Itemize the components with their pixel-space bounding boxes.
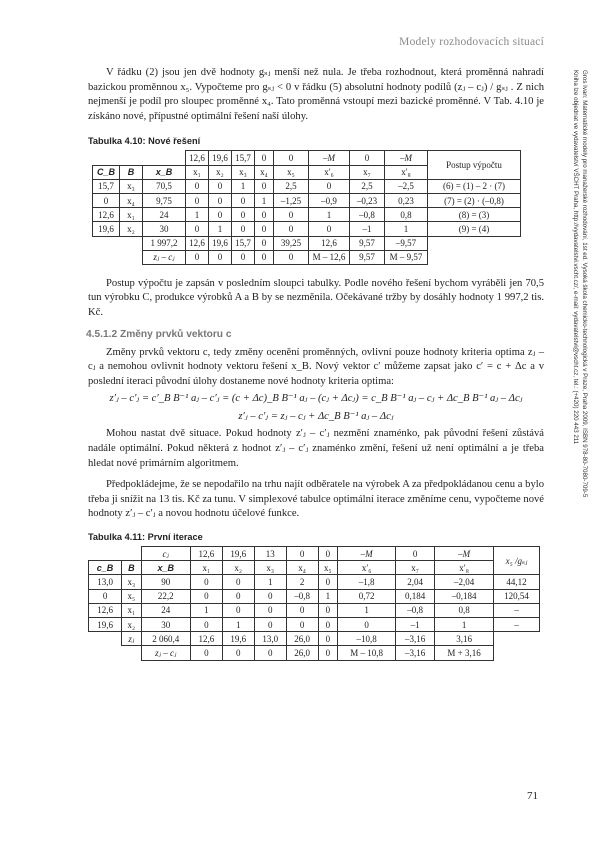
- t1-cell: –0,8: [350, 208, 385, 222]
- t1-top-cell: 15,7: [232, 151, 255, 165]
- t2-header-cell: x′₈: [435, 561, 494, 575]
- t1-z-cell: 12,6: [309, 236, 350, 250]
- t2-zc-cell: M + 3,16: [435, 646, 494, 660]
- t1-z-cell: 39,25: [274, 236, 309, 250]
- equation-2: z′ⱼ – c′ⱼ = zⱼ – cⱼ + Δc_B B⁻¹ aⱼ – Δcⱼ: [238, 411, 394, 423]
- t2-cell: –: [494, 603, 540, 617]
- t1-cell: –1,25: [274, 193, 309, 207]
- t2-cell: 2,04: [396, 575, 435, 589]
- t1-zc-cell: 0: [232, 250, 255, 264]
- t2-cell: 0: [222, 589, 254, 603]
- table-zc-row: [89, 646, 540, 660]
- t1-header-cell: C_B: [93, 165, 120, 179]
- paragraph-4: Mohou nastat dvě situace. Pokud hodnoty z′ⱼ – c′ⱼ nezmění znaménko, pak původní řešení zůstává nadále optimální. Pokud některá z hodnot z′ⱼ – c′ⱼ znaménko změní, řešení už není optimální a je třeba hledat nové primárním algoritmem.: [88, 428, 544, 469]
- t1-postup-header: Postup výpočtu: [428, 151, 521, 179]
- t1-zc-label: zⱼ – cⱼ: [143, 250, 186, 264]
- t2-cell: 0: [190, 589, 222, 603]
- t2-z-cell: –10,8: [338, 632, 396, 646]
- paragraph-5: Předpokládejme, že se nepodařilo na trhu najít odběratele na výrobek A za předpokládanou cenu a bylo třeba ji snížit na 13 tis. Kč za tunu. V simplexové tabulce optimální iterace změníme cenu, vypočteme nové hodnoty z′ⱼ – c′ⱼ a novou hodnotu účelové funkce.: [88, 479, 544, 520]
- t1-cell: 0: [255, 222, 274, 236]
- t2-cell: 0: [190, 575, 222, 589]
- t1-cell: 2,5: [350, 179, 385, 193]
- t1-cell: 0: [186, 222, 209, 236]
- t1-z-cell: –9,57: [385, 236, 428, 250]
- t2-z-cell: 26,0: [286, 632, 318, 646]
- side-note-line-2: Kniha lze objednat ve vydavatelství VŠCHT Praha, http://vydavatelstvi.vscht.cz/, e-mail: vydavatelstvi@vscht.cz, tel.: (+420) 220 443 211: [572, 70, 579, 445]
- t2-header-cell: x₂: [222, 561, 254, 575]
- t1-header-cell: x₇: [350, 165, 385, 179]
- t1-cell: 0: [186, 179, 209, 193]
- t2-cell: 0,184: [396, 589, 435, 603]
- table-4-11: [88, 546, 540, 661]
- t1-cell: 0: [93, 193, 120, 207]
- t1-cell: x₃: [120, 179, 143, 193]
- t2-top-cell: 13: [254, 547, 286, 561]
- t2-top-cell: 12,6: [190, 547, 222, 561]
- t1-cell: (6) = (1) – 2 · (7): [428, 179, 521, 193]
- t1-header-cell: x′₆: [309, 165, 350, 179]
- t2-header-cell: B: [122, 561, 141, 575]
- t2-cell: 0: [89, 589, 122, 603]
- t1-cell: –1: [350, 222, 385, 236]
- page-number: 71: [527, 790, 538, 802]
- t2-z-cell: 13,0: [254, 632, 286, 646]
- t1-z-cell: 1 997,2: [143, 236, 186, 250]
- t2-cell: 0: [222, 603, 254, 617]
- paragraph-3: Změny prvků vektoru c, tedy změny ocenění proměnných, ovlivní pouze hodnoty kriteria optima zⱼ – cⱼ a nemohou ovlivnit hodnoty vektoru řešení x_B. Nový vektor c′ můžeme zapsat jako c′ = c + Δc a v poslední iteraci původní úlohy dostaneme nové hodnoty kriteria optima:: [88, 346, 544, 387]
- t2-cell: 0,8: [435, 603, 494, 617]
- t1-cell: 2,5: [274, 179, 309, 193]
- t1-z-cell: 9,57: [350, 236, 385, 250]
- t1-cell: 0: [232, 222, 255, 236]
- t1-top-cell: 12,6: [186, 151, 209, 165]
- t2-cell: 1: [222, 617, 254, 631]
- table-row: [89, 575, 540, 589]
- t1-top-cell: –M: [385, 151, 428, 165]
- t2-top-cell: 0: [396, 547, 435, 561]
- t1-z-cell: 12,6: [186, 236, 209, 250]
- table-row: [89, 589, 540, 603]
- paragraph-2: Postup výpočtu je zapsán v posledním sloupci tabulky. Podle nového řešení bychom vyráběli jen 70,5 tun výrobku C, produkce výrobků A a B by se nezměnila. Očekávané tržby by dosáhly hodnoty 1 997,2 tis. Kč.: [88, 277, 544, 319]
- t1-cell: 0: [274, 208, 309, 222]
- t1-header-cell: x₃: [232, 165, 255, 179]
- t2-cell: –0,184: [435, 589, 494, 603]
- t2-ratio-header: x₅ /gₛⱼ: [494, 547, 540, 575]
- t2-cell: x₃: [122, 575, 141, 589]
- t1-cell: 1: [255, 193, 274, 207]
- t1-zc-cell: 0: [255, 250, 274, 264]
- t2-zc-label: zⱼ – cⱼ: [141, 646, 190, 660]
- t1-cell: 24: [143, 208, 186, 222]
- t2-cell: 0: [254, 603, 286, 617]
- t2-cell: 0: [222, 575, 254, 589]
- t2-z-label: zⱼ: [122, 632, 141, 646]
- t2-cell: 0: [318, 603, 337, 617]
- t2-z-cell: 0: [318, 632, 337, 646]
- t2-zc-cell: 0: [254, 646, 286, 660]
- table-row: [89, 603, 540, 617]
- t2-cell: 13,0: [89, 575, 122, 589]
- t2-cell: 120,54: [494, 589, 540, 603]
- t1-cell: 30: [143, 222, 186, 236]
- t2-z-cell: 19,6: [222, 632, 254, 646]
- t1-cell: 0: [232, 208, 255, 222]
- t1-cell: (7) = (2) · (–0,8): [428, 193, 521, 207]
- t1-cell: (8) = (3): [428, 208, 521, 222]
- t1-zc-cell: 0: [186, 250, 209, 264]
- t2-cell: 2: [286, 575, 318, 589]
- t1-cell: 0,8: [385, 208, 428, 222]
- t1-cell: 0,23: [385, 193, 428, 207]
- t2-cell: –: [494, 617, 540, 631]
- table-row: [93, 193, 521, 207]
- t2-zc-cell: M – 10,8: [338, 646, 396, 660]
- t2-cell: 0: [286, 603, 318, 617]
- t1-cell: x₄: [120, 193, 143, 207]
- side-note: [555, 70, 589, 590]
- t2-top-cell: 19,6: [222, 547, 254, 561]
- t1-cell: 1: [186, 208, 209, 222]
- t1-top-cell: 19,6: [209, 151, 232, 165]
- t1-cell: 0: [309, 222, 350, 236]
- t2-cell: 0,72: [338, 589, 396, 603]
- t1-cell: 0: [209, 193, 232, 207]
- t2-cell: 1: [190, 603, 222, 617]
- t2-z-cell: 3,16: [435, 632, 494, 646]
- t1-z-cell: 15,7: [232, 236, 255, 250]
- t2-header-cell: x₁: [190, 561, 222, 575]
- t2-z-cell: –3,16: [396, 632, 435, 646]
- paragraph-1: V řádku (2) jsou jen dvě hodnoty gₛⱼ menší než nula. Je třeba rozhodnout, která proměnná nahradí bazickou proměnnou x₅. Vypočteme pro gₛⱼ < 0 v řádku (5) absolutní hodnoty podílů (zⱼ – cⱼ) / gₛⱼ . Z nich nejmenší je podíl pro sloupec proměnné x₄. Tato proměnná vstoupí mezi bazické proměnné. V Tab. 4.10 je získáno nové, přípustné optimální řešení naší úlohy.: [88, 67, 544, 122]
- t2-cell: 0: [254, 589, 286, 603]
- t2-cell: 1: [435, 617, 494, 631]
- t1-cell: 1: [209, 222, 232, 236]
- t1-cell: 12,6: [93, 208, 120, 222]
- t2-zc-cell: 0: [222, 646, 254, 660]
- t2-cell: 0: [254, 617, 286, 631]
- t2-cell: 19,6: [89, 617, 122, 631]
- t2-top-cell: 0: [318, 547, 337, 561]
- page-content: [88, 66, 544, 661]
- t1-cell: x₂: [120, 222, 143, 236]
- t1-zc-cell: 0: [209, 250, 232, 264]
- t2-top-cell: –M: [435, 547, 494, 561]
- table-row: [93, 222, 521, 236]
- t2-zc-cell: 0: [318, 646, 337, 660]
- table-row: [93, 179, 521, 193]
- t1-header-cell: x₁: [186, 165, 209, 179]
- t2-cell: 44,12: [494, 575, 540, 589]
- t2-z-cell: 2 060,4: [141, 632, 190, 646]
- table-z-row: [89, 632, 540, 646]
- t2-header-cell: x₃: [254, 561, 286, 575]
- section-heading: 4.5.1.2 Změny prvků vektoru c: [86, 328, 232, 340]
- t2-top-cell: 0: [286, 547, 318, 561]
- t2-cell: –0,8: [286, 589, 318, 603]
- t2-header-cell: x₅: [318, 561, 337, 575]
- t1-cell: 0: [255, 208, 274, 222]
- t2-header-cell: c_B: [89, 561, 122, 575]
- t1-zc-cell: M – 12,6: [309, 250, 350, 264]
- t1-cell: 0: [274, 222, 309, 236]
- table-row: [89, 617, 540, 631]
- t1-top-cell: 0: [255, 151, 274, 165]
- t2-cell: 90: [141, 575, 190, 589]
- t1-cell: 1: [232, 179, 255, 193]
- t2-cell: x₂: [122, 617, 141, 631]
- table-4-11-caption: Tabulka 4.11: První iterace: [88, 532, 203, 542]
- t1-header-cell: x_B: [143, 165, 186, 179]
- t1-z-cell: 19,6: [209, 236, 232, 250]
- t2-cell: 24: [141, 603, 190, 617]
- t2-cj-label: cⱼ: [141, 547, 190, 561]
- t1-cell: 0: [186, 193, 209, 207]
- t1-zc-cell: M – 9,57: [385, 250, 428, 264]
- t2-cell: –2,04: [435, 575, 494, 589]
- t2-cell: 12,6: [89, 603, 122, 617]
- t2-cell: 0: [286, 617, 318, 631]
- t1-cell: 15,7: [93, 179, 120, 193]
- t2-cell: 30: [141, 617, 190, 631]
- t1-cell: 0: [232, 193, 255, 207]
- t1-cell: (9) = (4): [428, 222, 521, 236]
- t1-cell: 0: [255, 179, 274, 193]
- t1-top-cell: 0: [274, 151, 309, 165]
- t1-cell: 0: [209, 179, 232, 193]
- t2-cell: 0: [318, 575, 337, 589]
- t1-top-cell: –M: [309, 151, 350, 165]
- t2-header-cell: x′₆: [338, 561, 396, 575]
- t1-header-cell: x₂: [209, 165, 232, 179]
- t1-cell: 19,6: [93, 222, 120, 236]
- table-4-10-caption: Tabulka 4.10: Nové řešení: [88, 136, 201, 147]
- t2-cell: 1: [254, 575, 286, 589]
- table-4-10: [92, 150, 521, 265]
- t2-cell: 22,2: [141, 589, 190, 603]
- t2-header-cell: x_B: [141, 561, 190, 575]
- t1-cell: –0,9: [309, 193, 350, 207]
- t1-zc-cell: 0: [274, 250, 309, 264]
- t2-zc-cell: 26,0: [286, 646, 318, 660]
- running-head: Modely rozhodovacích situací: [399, 36, 544, 48]
- t1-z-cell: 0: [255, 236, 274, 250]
- t2-cell: 1: [338, 603, 396, 617]
- t2-cell: –1: [396, 617, 435, 631]
- t1-cell: –0,23: [350, 193, 385, 207]
- side-note-line-1: Gros Ivan: Matematické modely pro manažerské rozhodování, 1st ed. Vysoká škola chemicko-technologická v Praze, Praha 2009, ISBN 978-80-7080-709-5: [581, 70, 588, 498]
- t1-header-cell: x₄: [255, 165, 274, 179]
- t2-zc-cell: –3,16: [396, 646, 435, 660]
- t1-cell: 0: [209, 208, 232, 222]
- table-row: [93, 208, 521, 222]
- t1-header-cell: x′₈: [385, 165, 428, 179]
- t1-top-cell: 0: [350, 151, 385, 165]
- t1-zc-cell: 9,57: [350, 250, 385, 264]
- equation-1: z′ⱼ – c′ⱼ = c′_B B⁻¹ aⱼ – c′ⱼ = (c + Δc)_B B⁻¹ aⱼ – (cⱼ + Δcⱼ) = c_B B⁻¹ aⱼ – cⱼ + Δc_B B⁻¹ aⱼ – Δcⱼ: [109, 393, 523, 405]
- t2-cell: –1,8: [338, 575, 396, 589]
- t2-z-cell: 12,6: [190, 632, 222, 646]
- t1-header-cell: x₅: [274, 165, 309, 179]
- t2-cell: x₅: [122, 589, 141, 603]
- t1-header-cell: B: [120, 165, 143, 179]
- t2-header-cell: x₇: [396, 561, 435, 575]
- t1-cell: 1: [385, 222, 428, 236]
- t2-cell: 0: [190, 617, 222, 631]
- t2-cell: 1: [318, 589, 337, 603]
- t1-cell: x₁: [120, 208, 143, 222]
- t2-cell: –0,8: [396, 603, 435, 617]
- t2-header-cell: x₄: [286, 561, 318, 575]
- t1-cell: 70,5: [143, 179, 186, 193]
- t1-cell: 0: [309, 179, 350, 193]
- t1-cell: –2,5: [385, 179, 428, 193]
- t2-cell: 0: [338, 617, 396, 631]
- t1-cell: 1: [309, 208, 350, 222]
- t2-zc-cell: 0: [190, 646, 222, 660]
- t2-top-cell: –M: [338, 547, 396, 561]
- t2-cell: 0: [318, 617, 337, 631]
- table-zc-row: [93, 250, 521, 264]
- table-z-row: [93, 236, 521, 250]
- t1-cell: 9,75: [143, 193, 186, 207]
- t2-cell: x₁: [122, 603, 141, 617]
